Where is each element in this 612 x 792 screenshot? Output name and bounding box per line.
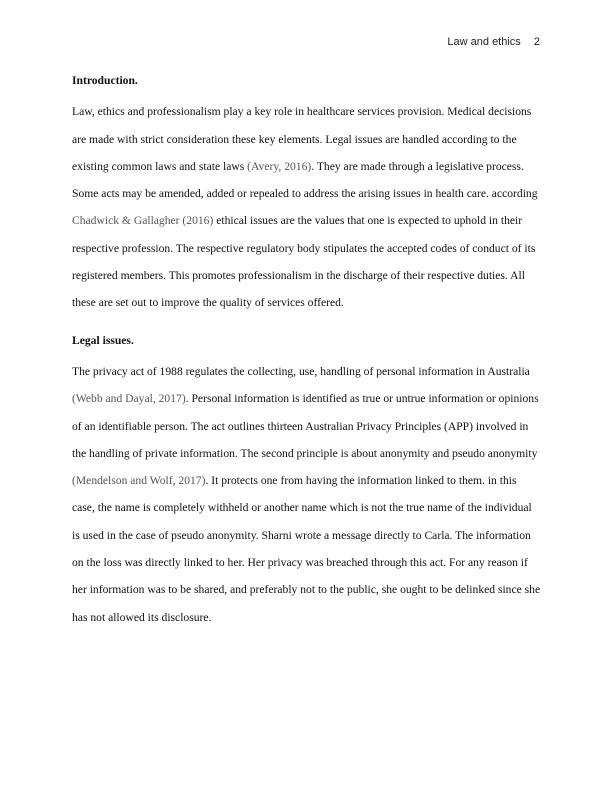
paragraph-text: . It protects one from having the information linked to them. in this case, the name is completely withheld or another name which is not the true name of the individual is used in the case of pseudo anonymity. Sharni wrote a message directly to Carla. The information on the loss was directly linked to her. Her privacy was breached through this act. For any reason if her information was to be shared, and preferably not to the public, she ought to be delinked since she has not allowed its disclosure. bbox=[72, 474, 541, 624]
paragraph-text: Law, ethics and professionalism play a key role in healthcare services provision. Medical decisions are made with strict consideration these key elements. Legal issues are handled according to the existing common laws and state laws bbox=[72, 105, 532, 173]
citation: (Mendelson and Wolf, 2017) bbox=[72, 474, 206, 488]
legal-issues-paragraph bbox=[72, 358, 542, 631]
running-header bbox=[447, 36, 540, 48]
citation: (Avery, 2016) bbox=[247, 159, 312, 173]
introduction-section bbox=[72, 67, 542, 317]
running-title: Law and ethics bbox=[447, 36, 521, 48]
introduction-paragraph bbox=[72, 98, 542, 316]
paragraph-text: The privacy act of 1988 regulates the collecting, use, handling of personal information in Australia bbox=[72, 364, 530, 378]
paragraph-text: ethical issues are the values that one is expected to uphold in their respective profession. The respective regulatory body stipulates the accepted codes of conduct of its registered members. This promotes professionalism in the discharge of their respective duties. All these are set out to improve the quality of services offered. bbox=[72, 214, 536, 310]
legal-issues-heading: Legal issues. bbox=[72, 333, 134, 347]
page-number: 2 bbox=[533, 36, 540, 48]
paragraph-text: . Personal information is identified as true or untrue information or opinions of an identifiable person. The act outlines thirteen Australian Privacy Principles (APP) involved in the handling of private information. The second principle is about anonymity and pseudo anonymity bbox=[72, 392, 539, 460]
paragraph-text: . They are made through a legislative process. Some acts may be amended, added or repealed to address the arising issues in health care. according bbox=[72, 159, 538, 201]
legal-issues-section bbox=[72, 327, 542, 631]
citation: Chadwick & Gallagher (2016) bbox=[72, 214, 214, 228]
document-body bbox=[72, 67, 542, 641]
citation: (Webb and Dayal, 2017) bbox=[72, 392, 186, 406]
introduction-heading: Introduction. bbox=[72, 74, 138, 87]
